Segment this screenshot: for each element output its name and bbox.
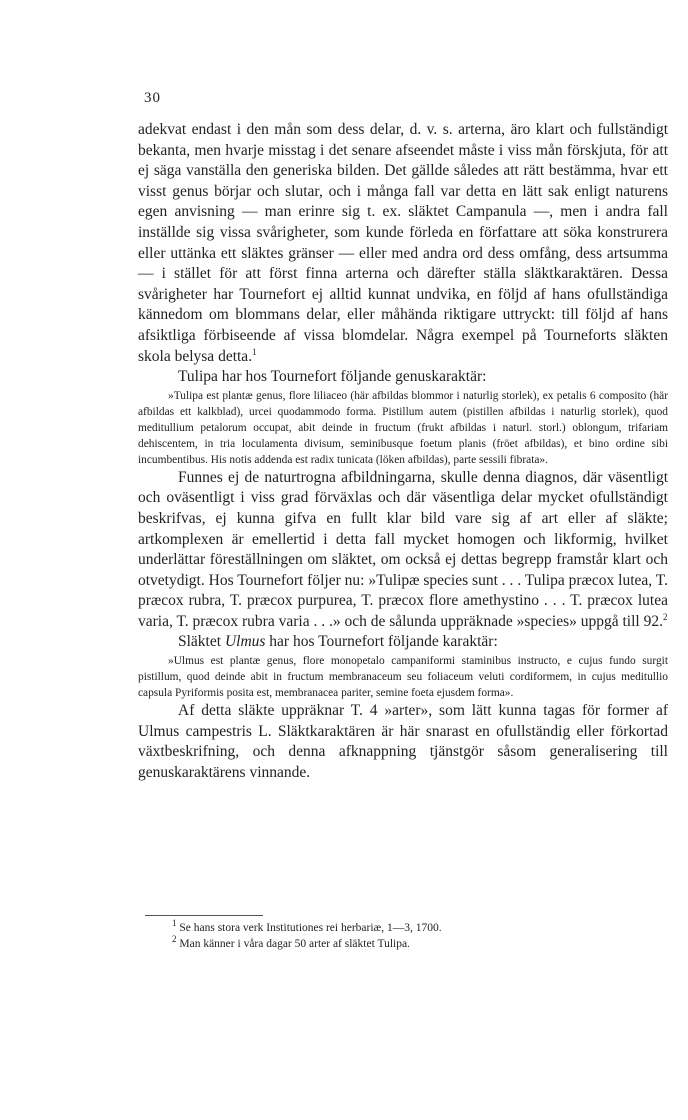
footnote-1-text: Se hans stora verk Institutiones rei herbariæ, 1—3, 1700. bbox=[179, 922, 442, 934]
quote-ulmus: »Ulmus est plantæ genus, flore monopetalo campaniformi staminibus instructo, e cujus fundo surgit pistillum, quod deinde abit in fructum membranaceum seu foliaceum veluti cordiformem, in cujus meditullio capsula Pyriformis posita est, membranacea pariter, semine foeta ejusdem forma». bbox=[138, 655, 668, 700]
footnote-1 bbox=[172, 920, 652, 936]
paragraph-2 bbox=[138, 468, 668, 633]
footnote-ref-1: 1 bbox=[252, 346, 257, 357]
footnote-2-text: Man känner i våra dagar 50 arter af släktet Tulipa. bbox=[179, 938, 410, 950]
paragraph-tulipa-intro: Tulipa har hos Tournefort följande genuskaraktär: bbox=[178, 368, 487, 386]
ulmus-intro-end: har hos Tournefort följande karaktär: bbox=[269, 633, 498, 651]
paragraph-1-text: adekvat endast i den mån som dess delar, d. v. s. arterna, äro klart och fullständigt bekanta, men hvarje misstag i det senare afseendet måste i viss mån förskjuta, för att ej säga vanställa den generiska bilden. Det gällde således att rätt bestämma, hvar ett visst genus börjar och slutar, och i många fall var detta en lätt sak enligt naturens egen anvisning — man erinre sig t. ex. släktet Campanula —, men i andra fall inställde sig vissa svårigheter, som kunde förleda en författare att söka konstrurera eller uttänka ett släktes gränser — eller med andra ord dess omfång, dess artsumma — i stället för att först finna arterna och därefter ställa släktkaraktären. Dessa svårigheter har Tournefort ej alltid kunnat undvika, en följd af hans ofullständiga kännedom om blommans delar, eller måhända riktigare uttryckt: till följd af hans afsiktliga förbiseende af vissa blomdelar. Några exempel på Tourneforts släkten skola belysa detta. bbox=[138, 121, 668, 365]
page-number: 30 bbox=[144, 90, 161, 106]
ulmus-intro-start: Släktet bbox=[178, 633, 222, 651]
paragraph-ulmus-intro bbox=[138, 632, 668, 653]
footnote-1-mark: 1 bbox=[172, 918, 177, 929]
footnote-ref-2: 2 bbox=[662, 611, 668, 622]
paragraph-2-text: Funnes ej de naturtrogna afbildningarna, skulle denna diagnos, där väsentligt och oväsentligt i viss grad förväxlas och där väsentliga delar mycket ofullständigt beskrifvas, ej kunna gifva en fullt klar bild vare sig af art eller af släkte; artkomplexen är emellertid i detta fall mycket homogen och likformig, hvilket underlättar föreställningen om släktet, om också ej dettas begrepp framstår klart och otvetydigt. Hos Tournefort följer nu: »Tulipæ species sunt . . . Tulipa præcox lutea, T. præcox rubra, T. præcox purpurea, T. præcox flore amethystino . . . T. præcox lutea varia, T. præcox rubra varia . . .» och de sålunda uppräknade »species» uppgå till 92. bbox=[138, 468, 668, 630]
footnote-divider bbox=[145, 915, 263, 916]
footnote-2-mark: 2 bbox=[172, 934, 177, 945]
genus-ulmus: Ulmus bbox=[224, 633, 266, 651]
paragraph-3: Af detta släkte uppräknar T. 4 »arter», som lätt kunna tagas för former af Ulmus campestris L. Släktkaraktären är här snarast en ofullständig eller förkortad växtbeskrifning, och denna afknappning tjänstgör såsom generalisering till genuskaraktärens vinnande. bbox=[138, 702, 668, 781]
footnote-2 bbox=[172, 936, 652, 952]
main-text bbox=[138, 120, 668, 783]
footnotes bbox=[172, 920, 652, 952]
paragraph-1 bbox=[138, 120, 668, 367]
quote-tulipa: »Tulipa est plantæ genus, flore liliaceo (här afbildas blommor i naturlig storlek), ex petalis 6 composito (här afbildas ett kalkblad), urcei quodammodo forma. Pistillum autem (pistillen afbildas i naturlig storlek), quod meditullium petalorum occupat, abit deinde in fructum (frukt afbildas i naturl. storl.) oblongum, trifariam dehiscentem, in tria loculamenta divisum, seminibusque foetum planis (fröet afbildas), et bino ordine sibi incumbentibus. His notis addenda est radix tunicata (löken afbildas), parte sessili fibrata». bbox=[138, 389, 668, 466]
